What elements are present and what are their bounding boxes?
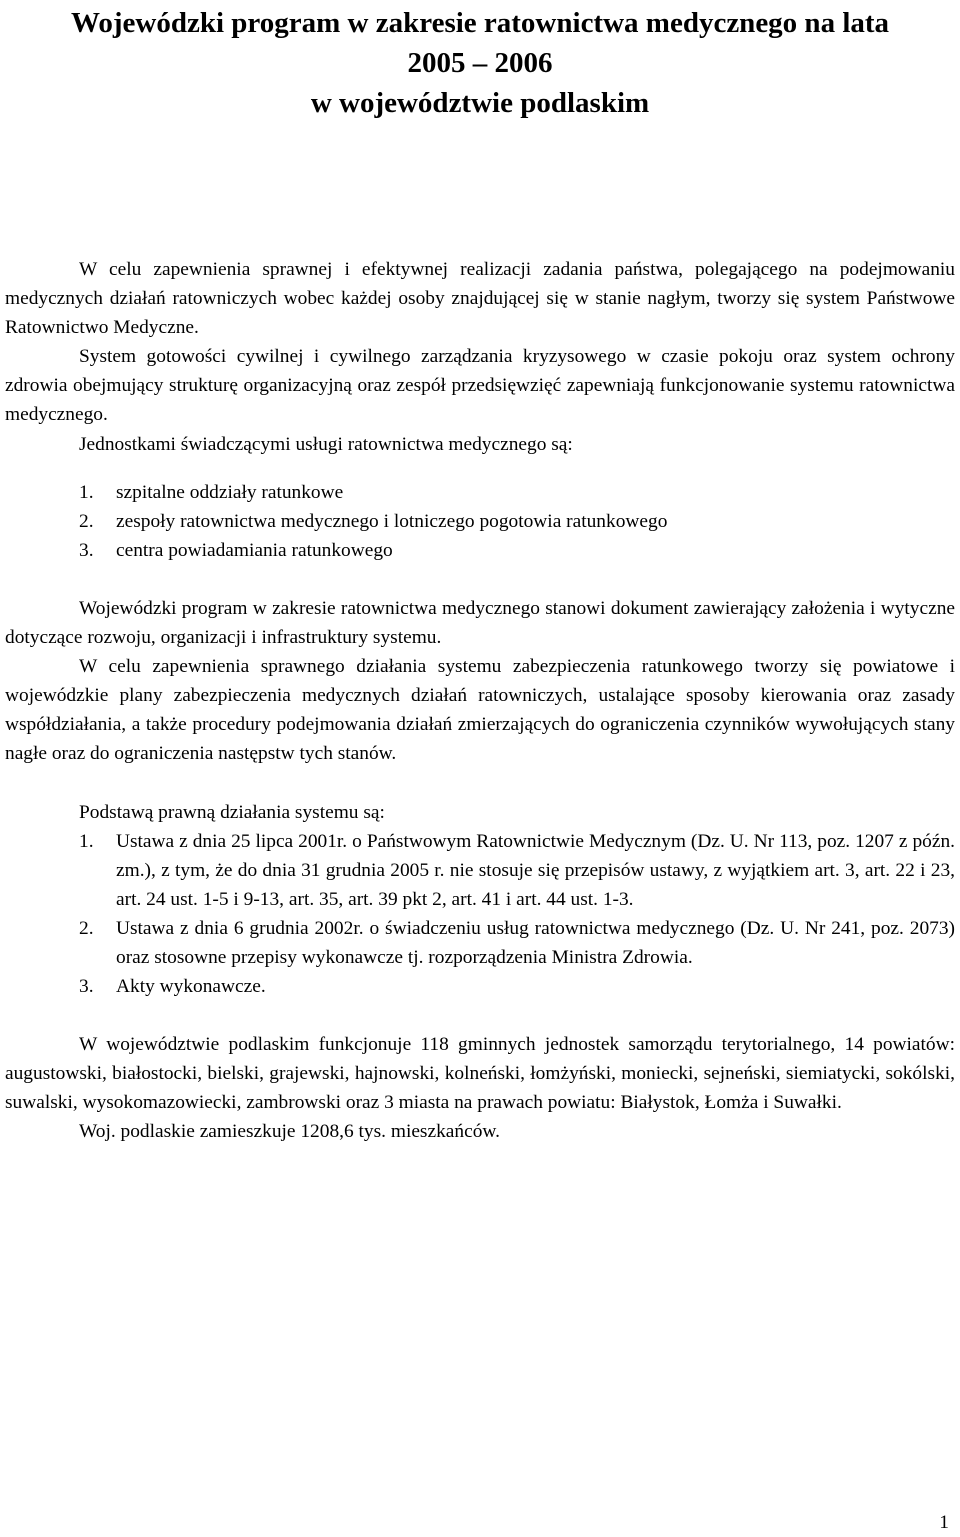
spacer [5, 769, 955, 798]
list-item-text: Ustawa z dnia 25 lipca 2001r. o Państwowym Ratownictwie Medycznym (Dz. U. Nr 113, poz. 1207 z późn. zm.), z tym, że do dnia 31 grudnia 2005 r. nie stosuje się przepisów ustawy, z wyjątkiem art. 3, art. 22 i 23, art. 24 ust. 1-5 i 9-13, art. 35, art. 39 pkt 2, art. 41 i art. 44 ust. 1-3. [116, 830, 955, 910]
spacer [5, 565, 955, 594]
page-number: 1 [939, 1512, 949, 1533]
document-body [5, 255, 955, 1147]
list-item [5, 507, 955, 536]
list-item [5, 972, 955, 1001]
list-item-text: Akty wykonawcze. [116, 976, 266, 998]
list-item-number: 1. [79, 830, 94, 852]
list-item-number: 3. [79, 539, 94, 561]
list-item [5, 478, 955, 507]
list-item [5, 536, 955, 565]
intro-paragraph-2: System gotowości cywilnej i cywilnego zarządzania kryzysowego w czasie pokoju oraz system ochrony zdrowia obejmujący strukturę organizacyjną oraz zespół przedsięwzięć zapewniają funkcjonowanie systemu ratownictwa medycznego. [5, 346, 955, 426]
list-item-text: centra powiadamiania ratunkowego [116, 539, 393, 561]
list-item-text: szpitalne oddziały ratunkowe [116, 481, 344, 503]
spacer [5, 1001, 955, 1030]
intro-paragraph-1: W celu zapewnienia sprawnej i efektywnej realizacji zadania państwa, polegającego na podejmowaniu medycznych działań ratowniczych wobec każdej osoby znajdującej się w stanie nagłym, tworzy się system Państwowe Ratownictwo Medyczne. [5, 259, 955, 339]
spacer [5, 459, 955, 478]
list-item-text: zespoły ratownictwa medycznego i lotniczego pogotowia ratunkowego [116, 510, 668, 532]
region-paragraph-1: W województwie podlaskim funkcjonuje 118 gminnych jednostek samorządu terytorialnego, 14 powiatów: augustowski, białostocki, bielski, grajewski, hajnowski, kolneński, łomżyński, moniecki, sejneński, siemiatycki, sokólski, suwalski, wysokomazowiecki, zambrowski oraz 3 miasta na prawach powiatu: Białystok, Łomża i Suwałki. [5, 1034, 955, 1114]
legal-basis-list [5, 827, 955, 1002]
list-item-text: Ustawa z dnia 6 grudnia 2002r. o świadczeniu usług ratownictwa medycznego (Dz. U. Nr 241, poz. 2073) oraz stosowne przepisy wykonawcze tj. rozporządzenia Ministra Zdrowia. [116, 917, 955, 968]
document-page [5, 0, 955, 1533]
list-item-number: 3. [79, 976, 94, 998]
units-list [5, 478, 955, 565]
title-line-3: w województwie podlaskim [310, 87, 650, 119]
region-paragraph-2: Woj. podlaskie zamieszkuje 1208,6 tys. mieszkańców. [79, 1121, 500, 1143]
list-item-number: 1. [79, 481, 94, 503]
list-item [5, 914, 955, 972]
list-item-number: 2. [79, 917, 94, 939]
list-item [5, 827, 955, 914]
program-paragraph-1: Wojewódzki program w zakresie ratownictwa medycznego stanowi dokument zawierający założenia i wytyczne dotyczące rozwoju, organizacji i infrastruktury systemu. [5, 597, 955, 649]
document-title [5, 0, 955, 123]
legal-heading: Podstawą prawną działania systemu są: [79, 801, 385, 823]
title-line-2: 2005 – 2006 [407, 47, 553, 79]
program-paragraph-2: W celu zapewnienia sprawnego działania systemu zabezpieczenia ratunkowego tworzy się powiatowe i wojewódzkie plany zabezpieczenia medycznych działań ratowniczych, ustalające sposoby kierowania oraz zasady współdziałania, a także procedury podejmowania działań zmierzających do ograniczenia czynników wywołujących stany nagłe oraz do ograniczenia następstw tych stanów. [5, 656, 955, 765]
intro-paragraph-3: Jednostkami świadczącymi usługi ratownictwa medycznego są: [79, 433, 573, 455]
title-line-1: Wojewódzki program w zakresie ratownictwa medycznego na lata [70, 7, 890, 39]
list-item-number: 2. [79, 510, 94, 532]
